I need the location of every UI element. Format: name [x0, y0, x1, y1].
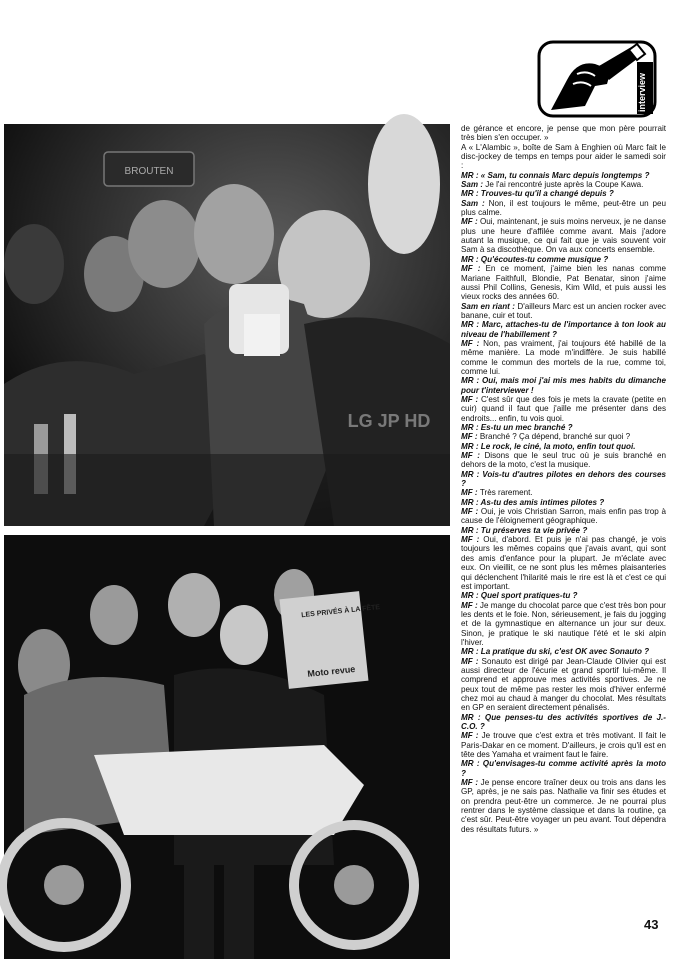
speaker-label: MR :	[461, 497, 481, 507]
speaker-label: MR :	[461, 254, 481, 264]
speaker-label: MF :	[461, 432, 480, 442]
paragraph-text: Trouves-tu qu'il a changé depuis ?	[480, 189, 614, 199]
article-paragraph	[461, 526, 666, 535]
speaker-label: MF :	[461, 656, 482, 666]
article-paragraph	[461, 124, 666, 143]
speaker-label: MF :	[461, 217, 480, 227]
article-paragraph	[461, 647, 666, 656]
speaker-label: Sam :	[461, 180, 486, 190]
article-paragraph	[461, 591, 666, 600]
paragraph-text: Qu'envisages-tu comme activité après la moto ?	[461, 759, 667, 778]
speaker-label: MF :	[461, 451, 485, 461]
logo-label: interview	[637, 72, 647, 112]
speaker-label: MF :	[461, 394, 482, 404]
speaker-label: Sam :	[461, 198, 489, 208]
speaker-label: MF :	[461, 600, 480, 610]
speaker-label: MF :	[461, 535, 484, 545]
article-paragraph	[461, 423, 666, 432]
paragraph-text: Non, il est toujours le même, peut-être un peu plus calme.	[461, 198, 666, 218]
watermark-text: LG JP HD	[347, 411, 431, 431]
speaker-label: MR :	[461, 591, 481, 601]
article-paragraph	[461, 451, 666, 470]
article-paragraph	[461, 302, 666, 321]
paragraph-text: Très rarement.	[479, 488, 533, 498]
article-paragraph	[461, 189, 666, 198]
article-paragraph	[461, 470, 666, 489]
paragraph-text: A « L'Alambic », boîte de Sam à Enghien où Marc fait le disc-jockey de temps en temps pour aider le samedi soir :	[461, 142, 666, 171]
article-paragraph	[461, 713, 666, 732]
paragraph-text: Je mange du chocolat parce que c'est très bon pour les dents et le foie. Non, sérieusement, je fais du jogging et de la gymnastique en alternance un jour sur deux. Sinon, je pratique le ski nautique l'été et le ski alpin l'hiver.	[461, 600, 666, 647]
paragraph-text: de gérance et encore, je pense que mon père pourrait très bien s'en occuper. »	[461, 124, 666, 143]
paragraph-text: « Sam, tu connais Marc depuis longtemps ?	[480, 170, 650, 180]
paragraph-text: Vois-tu d'autres pilotes en dehors des courses ?	[461, 469, 666, 489]
speaker-label: MR :	[461, 712, 485, 722]
paragraph-text: Sonauto est dirigé par Jean-Claude Olivier qui est aussi directeur de l'écurie et grand sportif lui-même. Il comprend et approuve mes activités sportives. Je ne peux tout de même pas rester les mois d'hiver enfermé chez moi au chaud à manger du chocolat. Mes résultats en GP en seraient directement pénalisés.	[461, 656, 666, 713]
speaker-label: MF :	[461, 264, 486, 274]
paragraph-text: C'est sûr que des fois je mets la cravate (petite en cuir) quand il faut que j'aille me présenter dans des endroits... enfin, tu vois quoi.	[461, 394, 666, 423]
paragraph-text: Oui, maintenant, je suis moins nerveux, je ne danse plus une heure d'affilée comme avant. Mais j'adore autant la musique, ce qui fait que je vais souvent voir Sam à sa discothèque. On va aux concerts ensemble.	[461, 217, 666, 255]
article-paragraph	[461, 442, 666, 451]
article-paragraph	[461, 498, 666, 507]
speaker-label: MR :	[461, 423, 481, 432]
article-paragraph	[461, 432, 666, 441]
paragraph-text: Quel sport pratiques-tu ?	[480, 591, 578, 601]
article-paragraph	[461, 171, 666, 180]
speaker-label: MF :	[461, 338, 484, 348]
article-paragraph	[461, 143, 666, 171]
photo-motorcycle-group	[4, 535, 450, 959]
speaker-label: MR :	[461, 320, 482, 330]
interview-logo	[537, 40, 657, 118]
paragraph-text: Tu préserves ta vie privée ?	[480, 525, 588, 535]
speaker-label: MR :	[461, 376, 482, 386]
paragraph-text: Non, pas vraiment, j'ai toujours été habillé de la même manière. La mode m'indiffère. Je suis habillé comme le commun des mortels de la rue, comme toi, comme lui.	[461, 338, 666, 376]
speaker-label: MR :	[461, 170, 481, 180]
paragraph-text: Je l'ai rencontré juste après la Coupe Kawa.	[485, 180, 644, 190]
article-paragraph	[461, 395, 666, 423]
magazine-title: Moto revue	[306, 663, 356, 679]
speaker-label: Sam en riant :	[461, 301, 518, 311]
article-paragraph	[461, 255, 666, 264]
paragraph-text: Marc, attaches-tu de l'importance à ton look au niveau de l'habillement ?	[461, 320, 666, 339]
speaker-label: MR :	[461, 189, 481, 199]
article-paragraph	[461, 180, 666, 189]
speaker-label: MR :	[461, 525, 481, 535]
paragraph-text: Oui, je vois Christian Sarron, mais enfin pas trop à cause de l'éloignement géographique.	[461, 507, 666, 526]
interview-article	[461, 124, 666, 834]
paragraph-text: En ce moment, j'aime bien les nanas comme Mariane Faithfull, Blondie, Pat Benatar, sinon j'aime aussi Phil Collins, Genesis, Kim Wild, et puis aussi les vieux rocks des années 60.	[461, 264, 666, 302]
article-paragraph	[461, 488, 666, 497]
article-paragraph	[461, 339, 666, 376]
paragraph-text: Oui, mais moi j'ai mis mes habits du dimanche pour t'interviewer !	[461, 376, 666, 395]
article-paragraph	[461, 217, 666, 254]
article-paragraph	[461, 199, 666, 218]
bar-sign-text: BROUTEN	[124, 166, 174, 177]
paragraph-text: D'ailleurs Marc est un ancien rocker avec banane, cuir et tout.	[461, 301, 666, 320]
speaker-label: MF :	[461, 778, 481, 788]
article-paragraph	[461, 535, 666, 591]
paragraph-text: As-tu des amis intimes pilotes ?	[480, 497, 605, 507]
speaker-label: MR :	[461, 469, 483, 479]
magazine-cover-text: LES PRIVÉS À LA FÊTE	[300, 603, 381, 620]
speaker-label: MF :	[461, 507, 481, 517]
article-paragraph	[461, 778, 666, 834]
speaker-label: MR :	[461, 759, 483, 769]
watermark	[347, 405, 431, 475]
paragraph-text: Que penses-tu des activités sportives de J.-C.O. ?	[461, 712, 667, 731]
microphone-hand-icon	[537, 40, 657, 118]
paragraph-text: Oui, d'abord. Et puis je n'ai pas changé, je vois toujours les mêmes copains que j'avais avant, qui sont des amis d'enfance pour la plupart. Je m'éclate avec eux. On vieillit, ce ne sont plus les mêmes plaisanteries qui déclenchent l'hilarité mais le rire est là et c'est ce qui est important.	[461, 535, 666, 591]
article-paragraph	[461, 731, 666, 759]
paragraph-text: Je trouve que c'est extra et très motivant. Il fait le Paris-Dakar en ce moment. D'ailleurs, je crois qu'il est en tête des Yamaha et vraiment faut le faire.	[461, 731, 666, 760]
article-paragraph	[461, 657, 666, 713]
paragraph-text: Disons que le seul truc où je suis branché en dehors de la moto, c'est la musique.	[461, 451, 666, 470]
article-paragraph	[461, 264, 666, 301]
paragraph-text: Le rock, le ciné, la moto, enfin tout quoi.	[480, 441, 636, 451]
page-number: 43	[644, 917, 659, 932]
article-paragraph	[461, 601, 666, 648]
speaker-label: MR :	[461, 441, 481, 451]
article-paragraph	[461, 759, 666, 778]
paragraph-text: La pratique du ski, c'est OK avec Sonauto ?	[480, 647, 650, 657]
paragraph-text: Je pense encore traîner deux ou trois ans dans les GP, après, je ne sais pas. Nathalie va finir ses études et on prendra peut-être un commerce. Je ne pourrai plus rentrer dans le système classique et dans la routine, ça c'est sûr. Peut-être voyager un peu avant. Tout dépendra des résultats futurs. »	[461, 778, 666, 834]
article-paragraph	[461, 376, 666, 395]
paragraph-text: Es-tu un mec branché ?	[480, 423, 573, 432]
article-paragraph	[461, 320, 666, 339]
paragraph-text: Qu'écoutes-tu comme musique ?	[480, 254, 609, 264]
paragraph-text: Branché ? Ça dépend, branché sur quoi ?	[479, 432, 631, 442]
speaker-label: MF :	[461, 731, 482, 741]
speaker-label: MR :	[461, 647, 481, 657]
speaker-label: MF :	[461, 488, 480, 498]
article-paragraph	[461, 507, 666, 526]
